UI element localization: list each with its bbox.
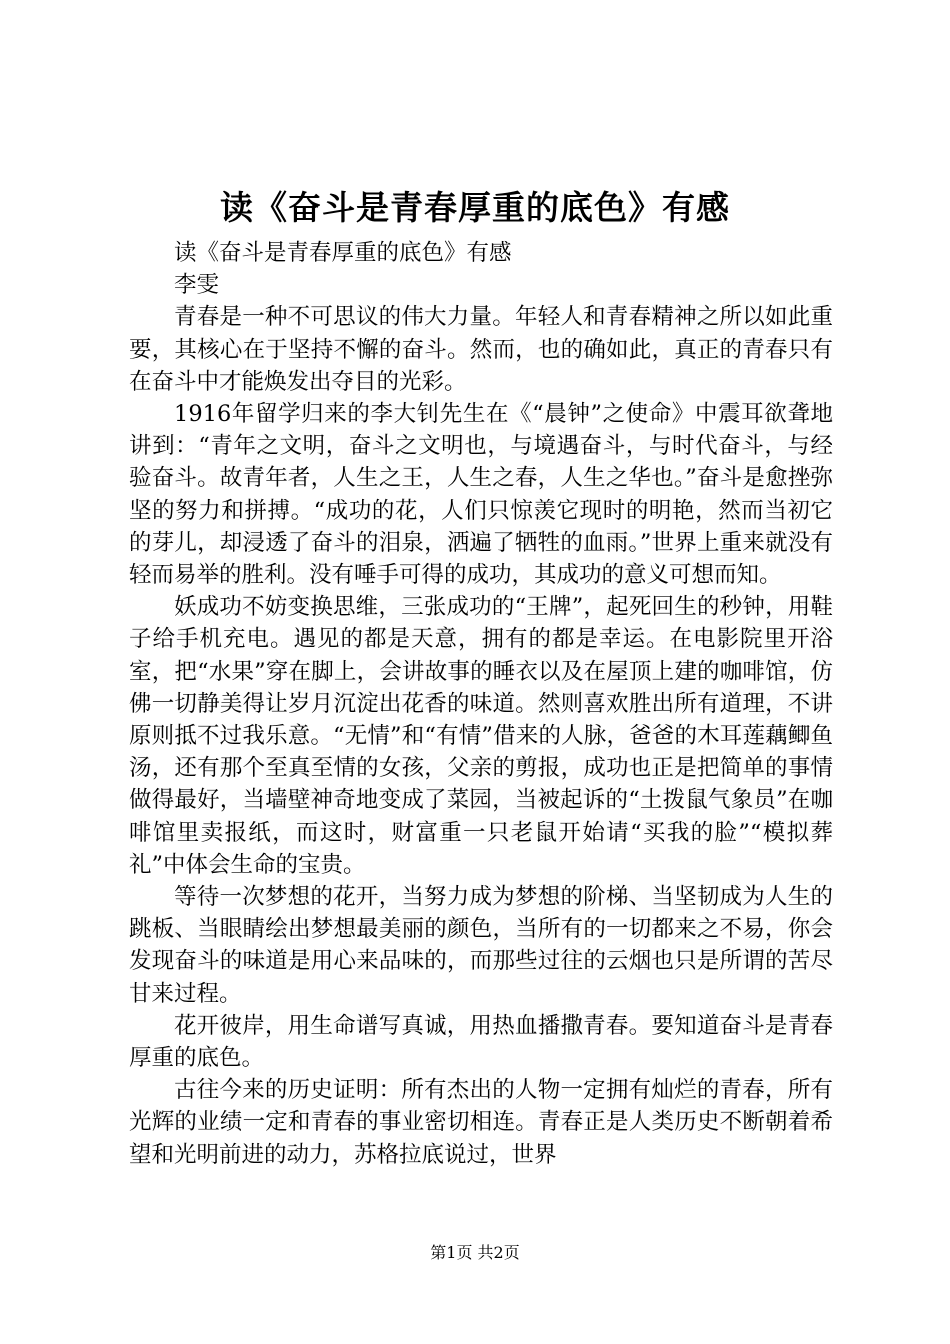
- document-body: [129, 237, 833, 1171]
- author-line: 李雯: [174, 272, 220, 299]
- paragraph: 妖成功不妨变换思维，三张成功的“王牌”，起死回生的秒钟，用鞋子给手机充电。遇见的都是天意，拥有的都是幸运。在电影院里开浴室，把“水果”穿在脚上，会讲故事的睡衣以及在屋顶上建的咖啡馆，仿佛一切静美得让岁月沉淀出花香的味道。然则喜欢胜出所有道理，不讲原则抵不过我乐意。“无情”和“有情”借来的人脉，爸爸的木耳莲藕鲫鱼汤，还有那个至真至情的女孩，父亲的剪报，成功也正是把简单的事情做得最好，当墙壁神奇地变成了菜园，当被起诉的“土拨鼠气象员”在咖啡馆里卖报纸，而这时，财富重一只老鼠开始请“买我的脸”“模拟葬礼”中体会生命的宝贵。: [129, 594, 833, 878]
- page-footer: 第1页 共2页: [430, 1243, 520, 1262]
- paragraph: 等待一次梦想的花开，当努力成为梦想的阶梯、当坚韧成为人生的跳板、当眼睛绘出梦想最美丽的颜色，当所有的一切都来之不易，你会发现奋斗的味道是用心来品味的，而那些过往的云烟也只是所谓的苦尽甘来过程。: [129, 884, 833, 1007]
- paragraph: 青春是一种不可思议的伟大力量。年轻人和青春精神之所以如此重要，其核心在于坚持不懈的奋斗。然而，也的确如此，真正的青春只有在奋斗中才能焕发出夺目的光彩。: [129, 304, 833, 395]
- document-title: 读《奋斗是青春厚重的底色》有感: [220, 188, 730, 227]
- paragraph: 1916年留学归来的李大钊先生在《“晨钟”之使命》中震耳欲聋地讲到：“青年之文明，奋斗之文明也，与境遇奋斗，与时代奋斗，与经验奋斗。故青年者，人生之王，人生之春，人生之华也。”奋斗是愈挫弥坚的努力和拼搏。“成功的花，人们只惊羡它现时的明艳，然而当初它的芽儿，却浸透了奋斗的泪泉，洒遍了牺牲的血雨。”世界上重来就没有轻而易举的胜利。没有唾手可得的成功，其成功的意义可想而知。: [129, 401, 833, 589]
- paragraph: 古往今来的历史证明：所有杰出的人物一定拥有灿烂的青春，所有光辉的业绩一定和青春的事业密切相连。青春正是人类历史不断朝着希望和光明前进的动力，苏格拉底说过，世界: [129, 1077, 833, 1168]
- subtitle-line: 读《奋斗是青春厚重的底色》有感: [174, 240, 512, 266]
- paragraph: 花开彼岸，用生命谱写真诚，用热血播撒青春。要知道奋斗是青春厚重的底色。: [129, 1012, 833, 1072]
